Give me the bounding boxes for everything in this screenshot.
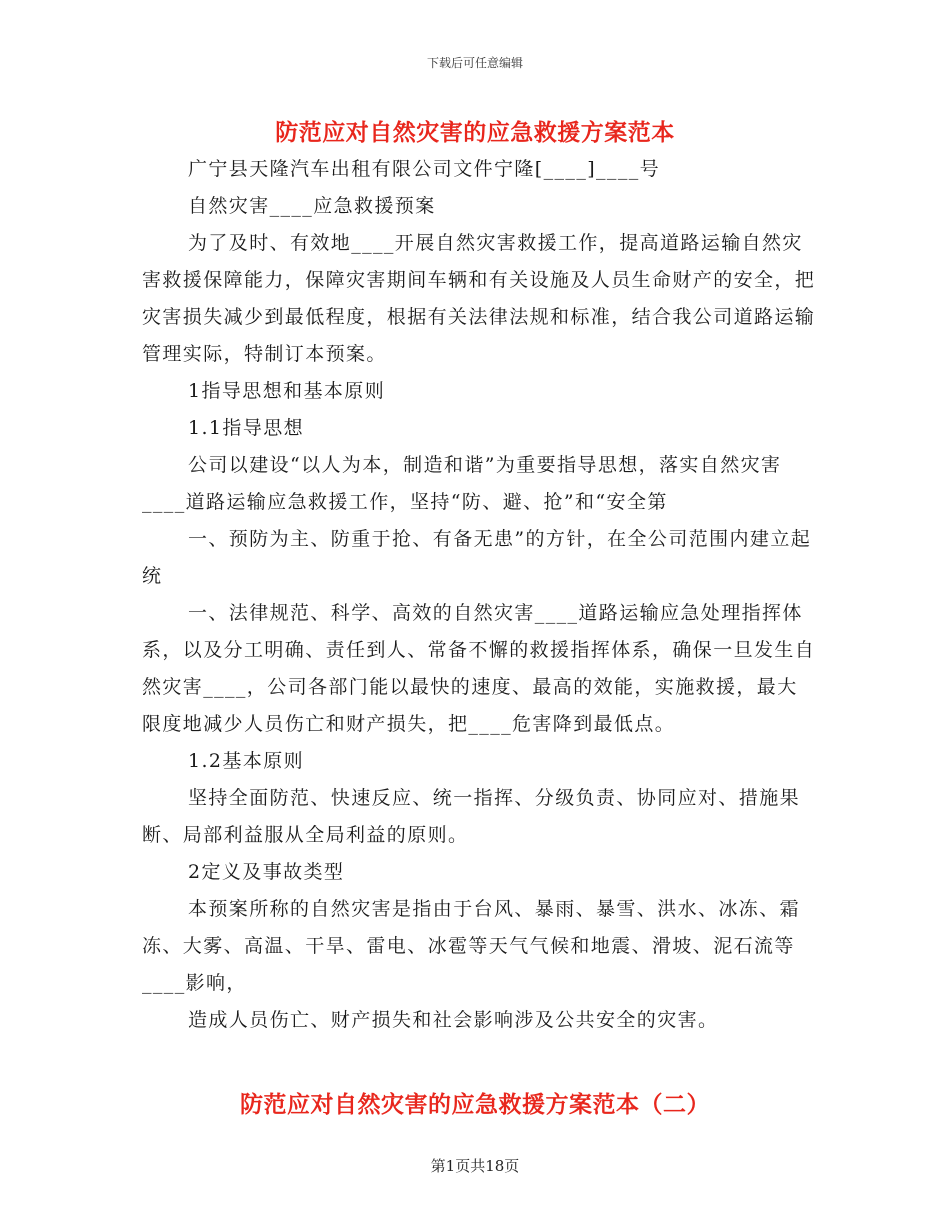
section-heading-1-1: 1.1指导思想 [188, 417, 305, 439]
paragraph-basic-principles: 坚持全面防范、快速反应、统一指挥、分级负责、协同应对、措施果断、局部利益服从全局利益的原则。 [142, 787, 801, 846]
paragraph-definition: 本预案所称的自然灾害是指由于台风、暴雨、暴雪、洪水、冰冻、霜冻、大雾、高温、干旱、雷电、冰雹等天气气候和地震、滑坡、泥石流等____影响， [142, 898, 801, 994]
document-body [142, 151, 817, 1039]
header-note: 下载后可任意编辑 [426, 56, 523, 70]
paragraph-plan-name: 自然灾害____应急救援预案 [188, 195, 436, 217]
section-heading-2: 2定义及事故类型 [188, 861, 345, 883]
document-title-2: 防范应对自然灾害的应急救援方案范本（二） [240, 1091, 710, 1118]
paragraph-command-system: 一、法律规范、科学、高效的自然灾害____道路运输应急处理指挥体系，以及分工明确、责任到人、常备不懈的救援指挥体系，确保一旦发生自然灾害____，公司各部门能以最快的速度、最高的效能，实施救援，最大限度地减少人员伤亡和财产损失，把____危害降到最低点。 [142, 602, 816, 735]
paragraph-file-number: 广宁县天隆汽车出租有限公司文件宁隆[____]____号 [188, 158, 661, 180]
section-heading-1: 1指导思想和基本原则 [188, 380, 386, 402]
paragraph-definition-cont: 造成人员伤亡、财产损失和社会影响涉及公共安全的灾害。 [188, 1009, 719, 1031]
page-footer: 第1页共18页 [430, 1157, 520, 1175]
paragraph-guiding-thought: 公司以建设“以人为本，制造和谐”为重要指导思想，落实自然灾害____道路运输应急救援工作，坚持“防、避、抢”和“安全第 [142, 454, 782, 513]
paragraph-policy: 一、预防为主、防重于抢、有备无患”的方针，在全公司范围内建立起统 [142, 528, 812, 587]
section-heading-1-2: 1.2基本原则 [188, 750, 305, 772]
document-title: 防范应对自然灾害的应急救援方案范本 [275, 119, 675, 146]
paragraph-intro: 为了及时、有效地____开展自然灾害救援工作，提高道路运输自然灾害救援保障能力，保障灾害期间车辆和有关设施及人员生命财产的安全，把灾害损失减少到最低程度，根据有关法律法规和标准，结合我公司道路运输管理实际，特制订本预案。 [142, 232, 816, 365]
